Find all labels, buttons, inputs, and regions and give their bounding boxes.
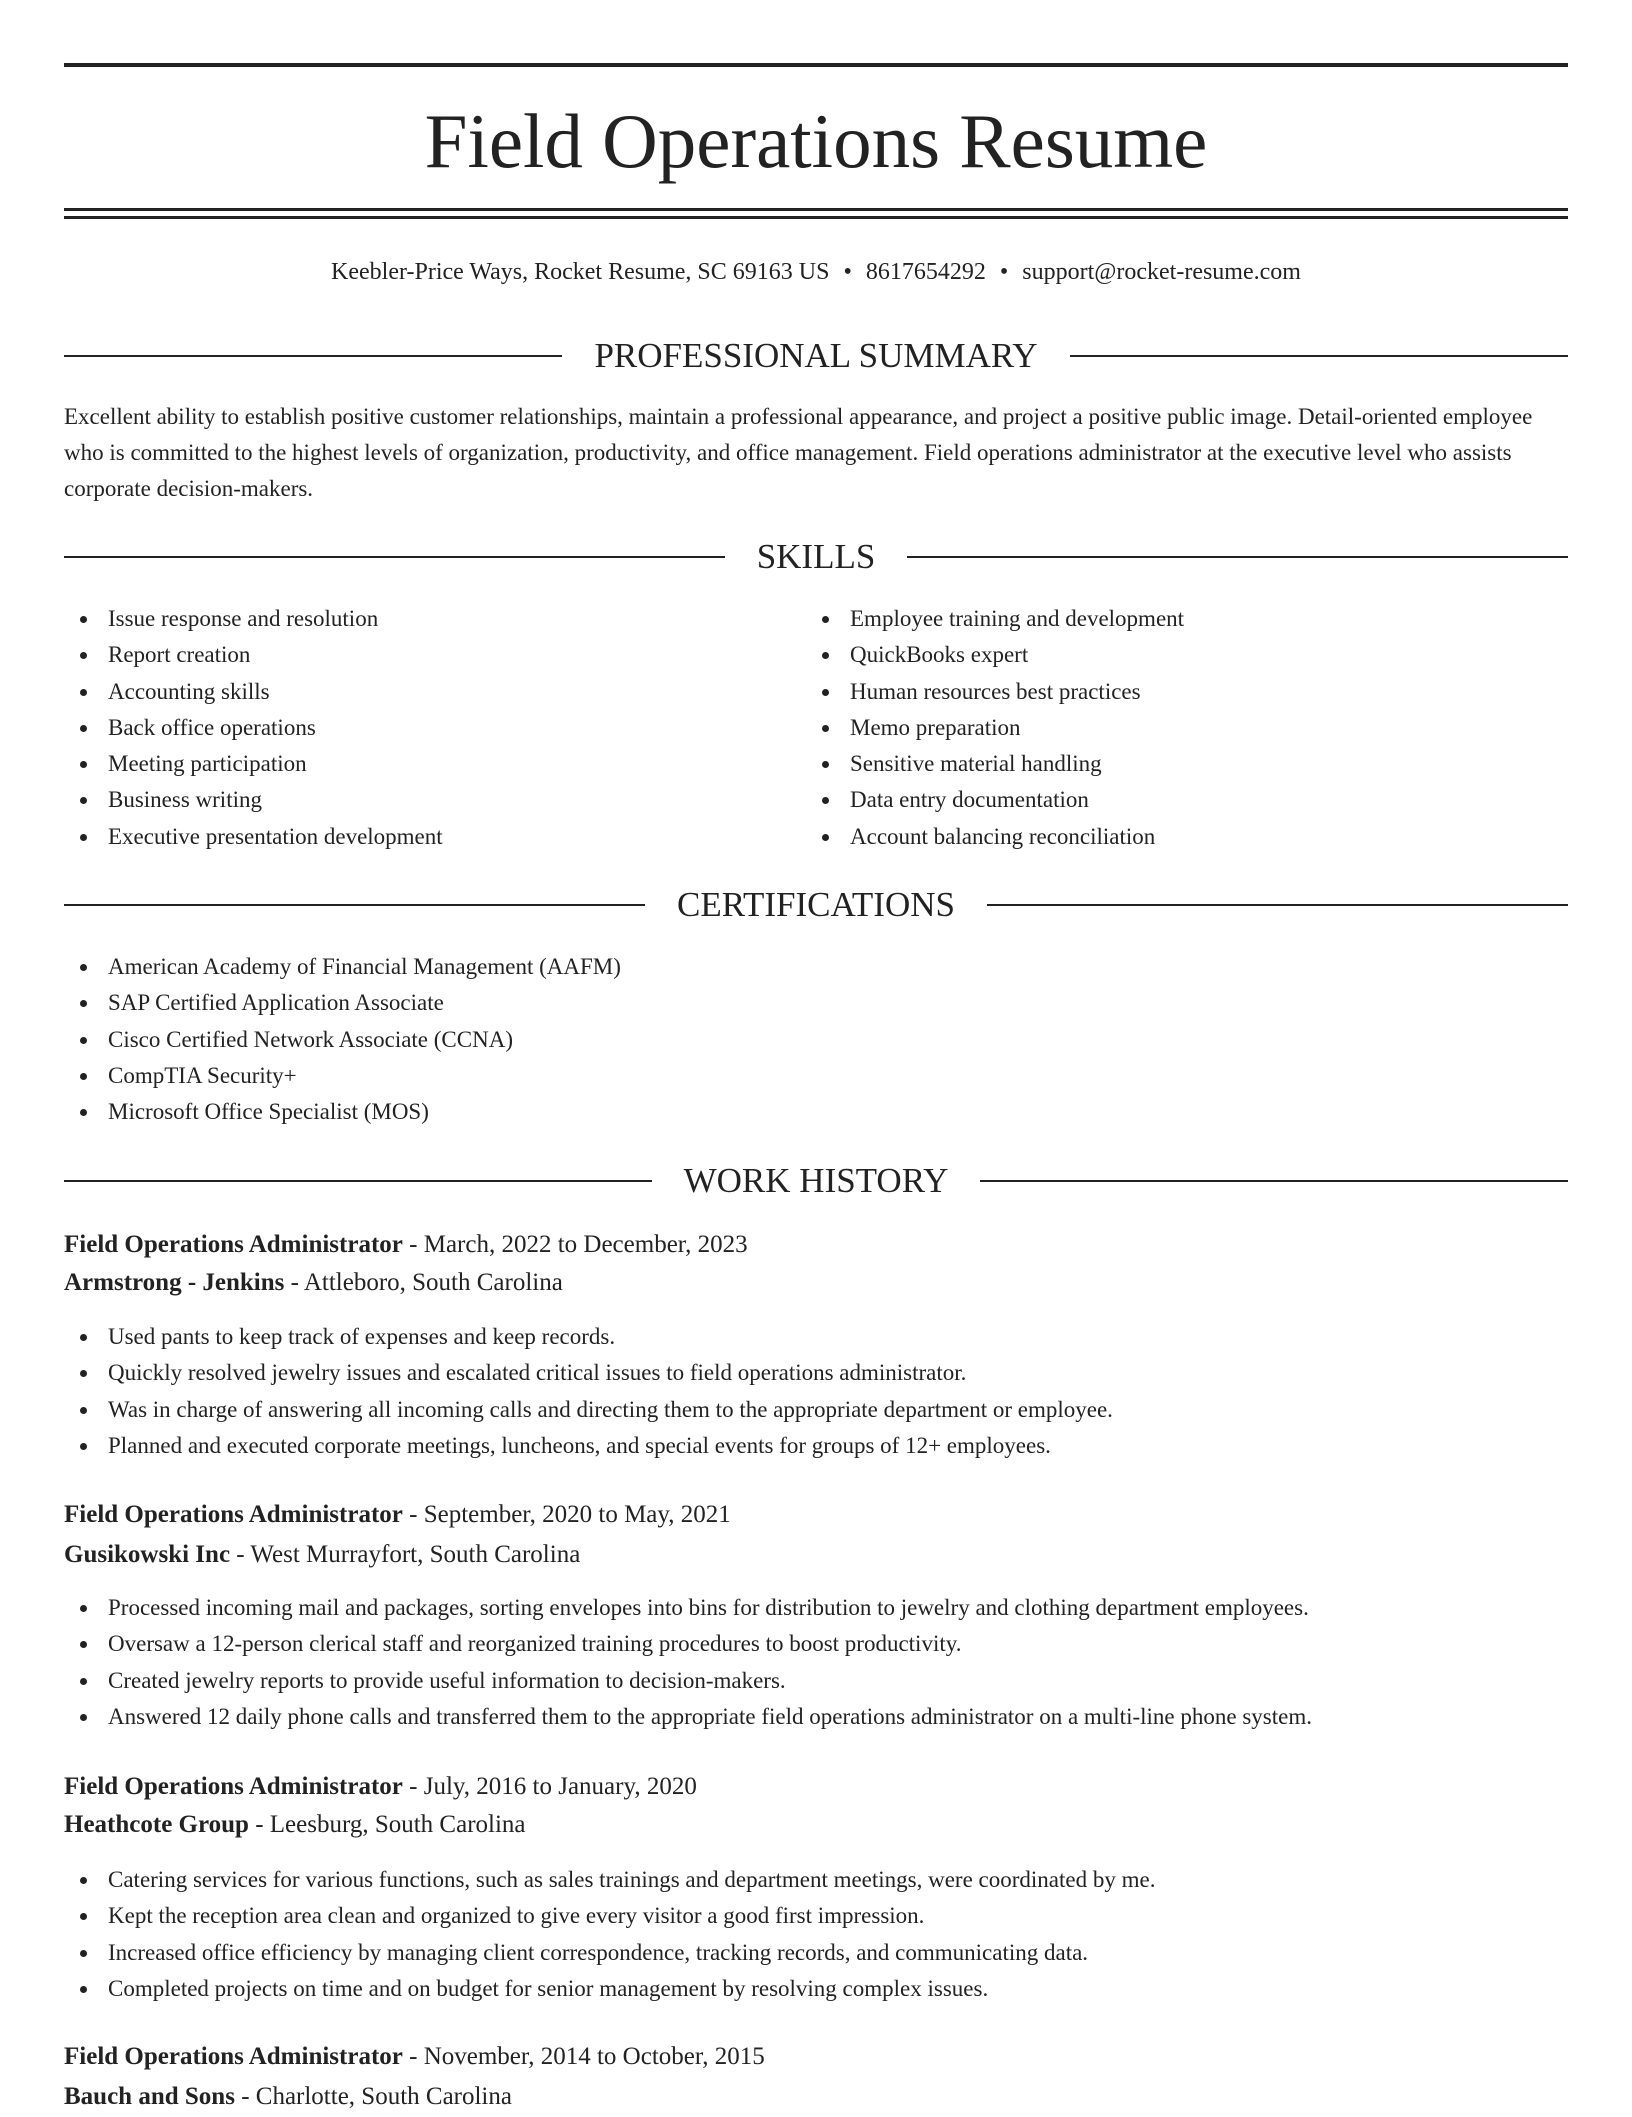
section-heading-certifications bbox=[64, 883, 1568, 927]
list-item: Meeting participation bbox=[64, 746, 804, 782]
list-item: Sensitive material handling bbox=[806, 746, 1566, 782]
job-title: Field Operations Administrator bbox=[64, 1231, 403, 1258]
list-item: Microsoft Office Specialist (MOS) bbox=[64, 1094, 1568, 1130]
job-location: - Attleboro, South Carolina bbox=[284, 1269, 563, 1296]
list-item: Oversaw a 12-person clerical staff and reorganized training procedures to boost productivity. bbox=[64, 1626, 1568, 1662]
skills-list-right bbox=[806, 601, 1566, 855]
list-item: Planned and executed corporate meetings, luncheons, and special events for groups of 12+ employees. bbox=[64, 1428, 1568, 1464]
heading-rule-right bbox=[987, 904, 1568, 906]
list-item: Processed incoming mail and packages, sorting envelopes into bins for distribution to jewelry and clothing department employees. bbox=[64, 1590, 1568, 1626]
list-item: Catering services for various functions, such as sales trainings and department meetings, were coordinated by me. bbox=[64, 1862, 1568, 1898]
job-location: - Charlotte, South Carolina bbox=[234, 2083, 512, 2110]
header-top-rule bbox=[64, 63, 1568, 67]
job-title-line bbox=[64, 1767, 697, 1807]
heading-rule-left bbox=[64, 556, 725, 558]
list-item: Business writing bbox=[64, 782, 804, 818]
job-bullets bbox=[64, 1319, 1568, 1464]
contact-line bbox=[64, 252, 1568, 292]
heading-rule-right bbox=[907, 556, 1568, 558]
job-company-line bbox=[64, 2077, 512, 2117]
list-item: Kept the reception area clean and organized to give every visitor a good first impression. bbox=[64, 1898, 1568, 1934]
list-item: Back office operations bbox=[64, 710, 804, 746]
job-title: Field Operations Administrator bbox=[64, 2043, 403, 2070]
list-item: Memo preparation bbox=[806, 710, 1566, 746]
job-company-line bbox=[64, 1263, 563, 1303]
list-item: Executive presentation development bbox=[64, 819, 804, 855]
list-item: Accounting skills bbox=[64, 674, 804, 710]
skills-list-left bbox=[64, 601, 804, 855]
heading-rule-left bbox=[64, 904, 645, 906]
job-bullets bbox=[64, 1862, 1568, 2007]
job-title: Field Operations Administrator bbox=[64, 1501, 403, 1528]
section-title: SKILLS bbox=[756, 537, 876, 576]
job-company: Bauch and Sons bbox=[64, 2083, 235, 2110]
section-heading-summary bbox=[64, 334, 1568, 378]
job-title-line bbox=[64, 2037, 765, 2077]
section-title: WORK HISTORY bbox=[683, 1161, 949, 1200]
list-item: Used pants to keep track of expenses and keep records. bbox=[64, 1319, 1568, 1355]
heading-rule-right bbox=[1070, 355, 1568, 357]
contact-separator: • bbox=[843, 259, 852, 285]
job-company-line bbox=[64, 1805, 526, 1845]
list-item: American Academy of Financial Management (AAFM) bbox=[64, 949, 1568, 985]
list-item: Cisco Certified Network Associate (CCNA) bbox=[64, 1022, 1568, 1058]
summary-text: Excellent ability to establish positive customer relationships, maintain a professional appearance, and project a positive public image. Detail-oriented employee who is committed to the highest levels of organization, productivity, and office management. Field operations administrator at the executive level who assists corporate decision-makers. bbox=[64, 404, 1533, 501]
job-dates: - July, 2016 to January, 2020 bbox=[402, 1773, 697, 1800]
contact-phone: 8617654292 bbox=[865, 259, 986, 285]
header-bottom-rule-double bbox=[64, 216, 1568, 219]
job-location: - Leesburg, South Carolina bbox=[248, 1811, 526, 1838]
job-title-line bbox=[64, 1495, 731, 1535]
list-item: Employee training and development bbox=[806, 601, 1566, 637]
list-item: Data entry documentation bbox=[806, 782, 1566, 818]
job-location: - West Murrayfort, South Carolina bbox=[230, 1541, 581, 1568]
list-item: Account balancing reconciliation bbox=[806, 819, 1566, 855]
list-item: Was in charge of answering all incoming calls and directing them to the appropriate department or employee. bbox=[64, 1392, 1568, 1428]
job-company: Armstrong - Jenkins bbox=[64, 1269, 285, 1296]
resume-title: Field Operations Resume bbox=[424, 98, 1208, 184]
section-title: PROFESSIONAL SUMMARY bbox=[594, 336, 1038, 375]
list-item: Completed projects on time and on budget for senior management by resolving complex issues. bbox=[64, 1971, 1568, 2007]
job-title-line bbox=[64, 1225, 748, 1265]
list-item: Issue response and resolution bbox=[64, 601, 804, 637]
section-heading-work-history bbox=[64, 1159, 1568, 1203]
heading-rule-right bbox=[980, 1180, 1568, 1182]
job-dates: - March, 2022 to December, 2023 bbox=[402, 1231, 748, 1258]
list-item: SAP Certified Application Associate bbox=[64, 985, 1568, 1021]
list-item: Answered 12 daily phone calls and transferred them to the appropriate field operations administrator on a multi-line phone system. bbox=[64, 1699, 1568, 1735]
job-company-line bbox=[64, 1535, 580, 1575]
job-bullets bbox=[64, 1590, 1568, 1735]
section-heading-skills bbox=[64, 535, 1568, 579]
job-title: Field Operations Administrator bbox=[64, 1773, 403, 1800]
job-dates: - September, 2020 to May, 2021 bbox=[402, 1501, 731, 1528]
contact-address: Keebler-Price Ways, Rocket Resume, SC 69163 US bbox=[331, 259, 830, 285]
contact-email: support@rocket-resume.com bbox=[1022, 259, 1301, 285]
list-item: Report creation bbox=[64, 637, 804, 673]
list-item: Increased office efficiency by managing client correspondence, tracking records, and communicating data. bbox=[64, 1935, 1568, 1971]
job-dates: - November, 2014 to October, 2015 bbox=[402, 2043, 765, 2070]
list-item: Created jewelry reports to provide useful information to decision-makers. bbox=[64, 1663, 1568, 1699]
certifications-list bbox=[64, 949, 1568, 1130]
job-company: Gusikowski Inc bbox=[64, 1541, 231, 1568]
list-item: CompTIA Security+ bbox=[64, 1058, 1568, 1094]
heading-rule-left bbox=[64, 1180, 652, 1182]
list-item: QuickBooks expert bbox=[806, 637, 1566, 673]
section-title: CERTIFICATIONS bbox=[677, 885, 955, 924]
header-bottom-rule bbox=[64, 208, 1568, 211]
list-item: Human resources best practices bbox=[806, 674, 1566, 710]
list-item: Quickly resolved jewelry issues and escalated critical issues to field operations administrator. bbox=[64, 1355, 1568, 1391]
contact-separator: • bbox=[999, 259, 1009, 285]
job-company: Heathcote Group bbox=[64, 1811, 249, 1838]
heading-rule-left bbox=[64, 355, 562, 357]
